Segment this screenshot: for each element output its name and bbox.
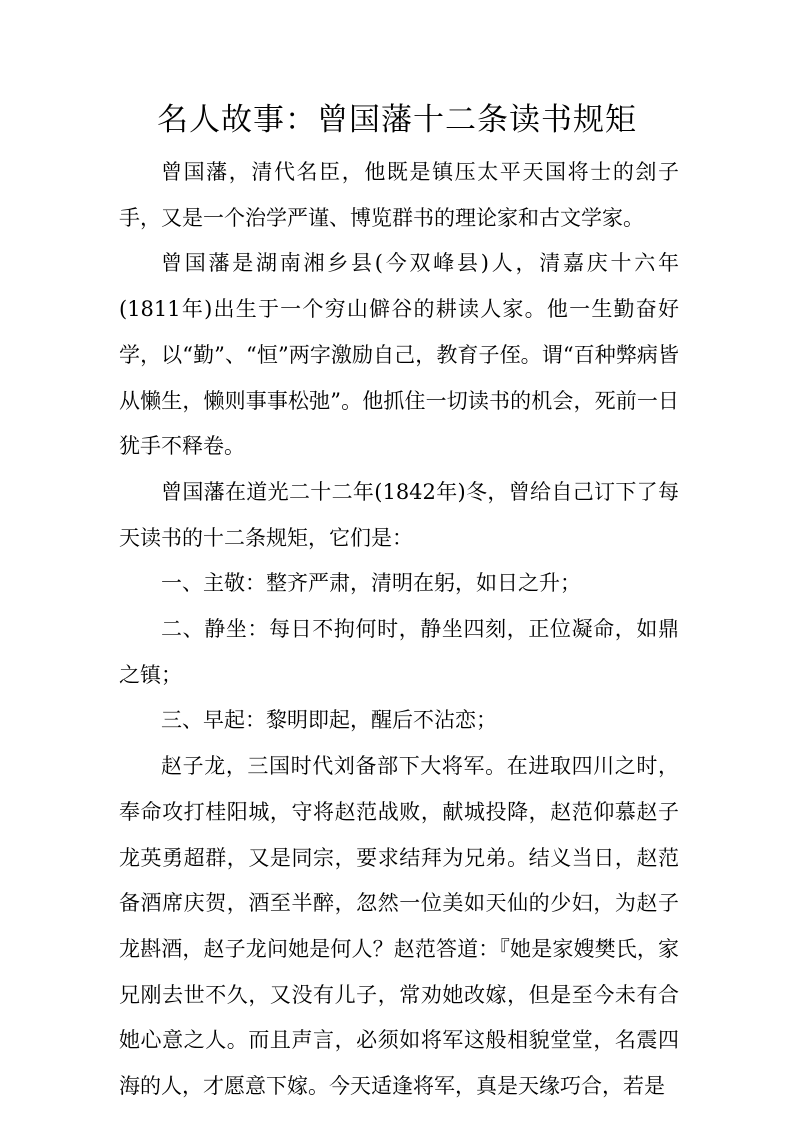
paragraph-biography: 曾国藩是湖南湘乡县(今双峰县)人，清嘉庆十六年(1811年)出生于一个穷山僻谷的耕读人家。他一生勤奋好学，以“勤”、“恒”两字激励自己，教育子侄。谓“百种弊病皆从懒生，懒则事事松弛”。他抓住一切读书的机会，死前一日犹手不释卷。	[119, 251, 679, 459]
paragraph-intro: 曾国藩，清代名臣，他既是镇压太平天国将士的刽子手，又是一个治学严谨、博览群书的理论家和古文学家。	[119, 160, 679, 230]
paragraph-rule-3: 三、早起：黎明即起，醒后不沾恋；	[161, 708, 497, 733]
paragraph-rule-1: 一、主敬：整齐严肃，清明在躬，如日之升；	[161, 571, 581, 596]
document-body	[119, 150, 679, 1110]
document-title: 名人故事：曾国藩十二条读书规矩	[157, 102, 637, 138]
paragraph-rules-intro: 曾国藩在道光二十二年(1842年)冬，曾给自己订下了每天读书的十二条规矩，它们是：	[119, 479, 679, 550]
paragraph-zhao-zilong: 赵子龙，三国时代刘备部下大将军。在进取四川之时，奉命攻打桂阳城，守将赵范战败，献城投降，赵范仰慕赵子龙英勇超群，又是同宗，要求结拜为兄弟。结义当日，赵范备酒席庆贺，酒至半醉，忽然一位美如天仙的少妇，为赵子龙斟酒，赵子龙问她是何人？赵范答道：『她是家嫂樊氏，家兄刚去世不久，又没有儿子，常劝她改嫁，但是至今未有合她心意之人。而且声言，必须如将军这般相貌堂堂，名震四海的人，才愿意下嫁。今天适逢将军，真是天缘巧合，若是	[119, 754, 679, 1099]
paragraph-rule-2: 二、静坐：每日不拘何时，静坐四刻，正位凝命，如鼎之镇；	[119, 617, 679, 687]
